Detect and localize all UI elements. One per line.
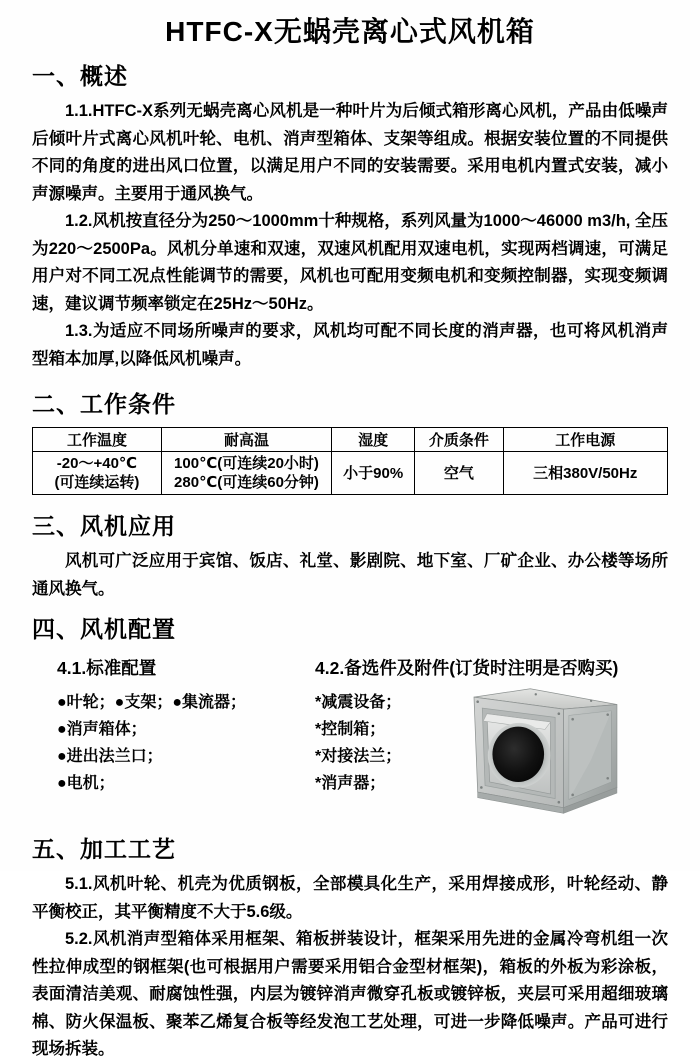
table-cell-medium (415, 452, 503, 495)
optional-config-item: *减震设备； (315, 694, 402, 711)
standard-config-item: ●电机； (57, 775, 115, 792)
paragraph-1-3: 1.3.为适应不同场所噪声的要求，风机均可配不同长度的消声器，也可将风机消声型箱本加厚,以降低风机噪声。 (32, 322, 668, 368)
paragraph-1-1: 1.1.HTFC-X系列无蜗壳离心风机是一种叶片为后倾式箱形离心风机，产品由低噪声后倾叶片式离心风机叶轮、电机、消声型箱体、支架等组成。根据安装位置的不同提供不同的角度的进出风口位置，以满足用户不同的安装需要。采用电机内置式安装，减小声源噪声。主要用于通风换气。 (32, 102, 668, 203)
section-heading-application: 三、风机应用 (32, 513, 176, 539)
standard-config-heading: 4.1.标准配置 (57, 658, 157, 678)
table-header-humidity: 湿度 (332, 428, 415, 452)
table-cell-line: 三相380V/50Hz (533, 464, 638, 482)
standard-config-item: ●消声箱体； (57, 721, 147, 738)
table-header-row (33, 428, 668, 452)
table-cell-line: 100℃(可连续20小时) (174, 455, 319, 472)
standard-config-column (57, 651, 315, 823)
table-header-temp: 工作温度 (33, 428, 162, 452)
table-cell-line: (可连续运转) (54, 474, 140, 491)
table-cell-temp (33, 452, 162, 495)
table-cell-line: 小于90% (343, 464, 404, 482)
table-header-heat: 耐高温 (161, 428, 331, 452)
table-row (33, 452, 668, 495)
table-cell-line: -20～+40℃ (56, 455, 138, 472)
section-heading-process: 五、加工工艺 (32, 836, 176, 862)
paragraph-application: 风机可广泛应用于宾馆、饭店、礼堂、影剧院、地下室、厂矿企业、办公楼等场所通风换气。 (32, 552, 668, 598)
table-cell-line: 空气 (443, 464, 474, 482)
table-cell-heat (161, 452, 331, 495)
optional-config-item: *控制箱； (315, 721, 386, 738)
optional-config-item: *对接法兰； (315, 748, 402, 765)
configuration-columns (32, 651, 668, 823)
standard-config-item: ●叶轮；●支架；●集流器； (57, 694, 246, 711)
section-heading-overview: 一、概述 (32, 63, 128, 89)
optional-config-heading: 4.2.备选件及附件(订货时注明是否购买) (315, 658, 619, 678)
work-conditions-table (32, 427, 668, 495)
table-header-power: 工作电源 (503, 428, 668, 452)
section-heading-configuration: 四、风机配置 (32, 616, 176, 642)
optional-config-item: *消声器； (315, 775, 386, 792)
page-title: HTFC-X无蜗壳离心式风机箱 (165, 16, 535, 47)
paragraph-1-2: 1.2.风机按直径分为250～1000mm十种规格，系列风量为1000～46000 m3/h, 全压为220～2500Pa。风机分单速和双速，双速风机配用双速电机，实现两档调速，可满足用户对不同工况点性能调节的需要，风机也可配用变频电机和变频控制器，实现变频调速，建议调节频率锁定在25Hz～50Hz。 (32, 212, 668, 313)
table-cell-line: 280℃(可连续60分钟) (174, 474, 319, 491)
section-heading-work-conditions: 二、工作条件 (32, 391, 176, 417)
table-cell-power (503, 452, 668, 495)
fan-box-photo-image (462, 685, 628, 830)
standard-config-item: ●进出法兰口； (57, 748, 163, 765)
table-cell-humidity (332, 452, 415, 495)
paragraph-5-1: 5.1.风机叶轮、机壳为优质钢板，全部模具化生产，采用焊接成形，叶轮经动、静平衡校正，其平衡精度不大于5.6级。 (32, 875, 668, 921)
table-header-medium: 介质条件 (415, 428, 503, 452)
paragraph-5-2: 5.2.风机消声型箱体采用框架、箱板拼装设计，框架采用先进的金属冷弯机组一次性拉伸成型的钢框架(也可根据用户需要采用铝合金型材框架)，箱板的外板为彩涂板，表面清洁美观、耐腐蚀性强，内层为镀锌消声微穿孔板或镀锌板，夹层可采用超细玻璃棉、防火保温板、聚苯乙烯复合板等经发泡工艺处理，可进一步降低噪声。产品可进行现场拆装。 (32, 930, 668, 1058)
